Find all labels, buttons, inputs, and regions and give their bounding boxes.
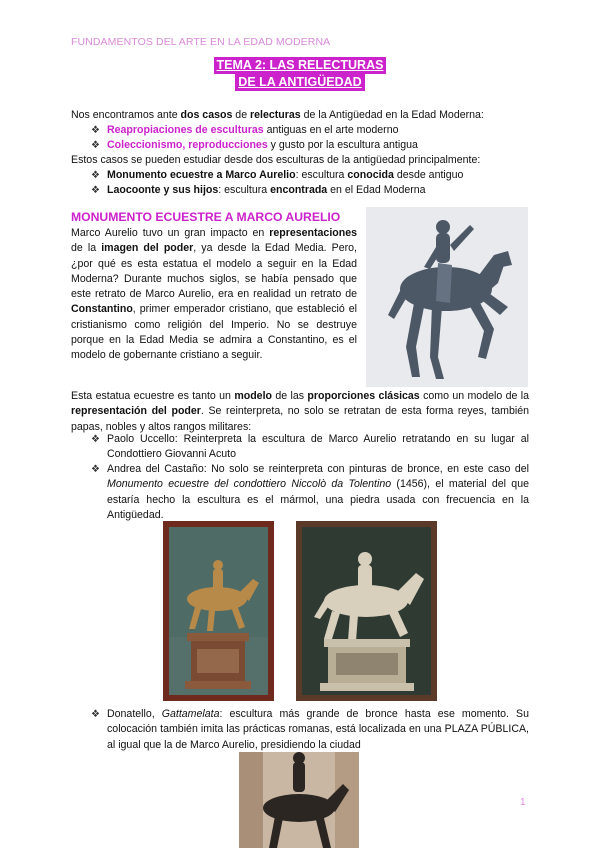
section-paragraph-1: Marco Aurelio tuvo un gran impacto en representaciones de la imagen del poder, ya desde la Edad Media. Pero, ¿por qué es esta estatua el modelo a seguir en la Edad Moderna? Durante muchos siglos, se había pensado que este retrato de Marco Aurelio, era en realidad un retrato de Constantino, primer emperador cristiano, que estableció el cristianismo como religión del Imperio. No se destruye porque en la Edad Media se admira a Constantino, es el modelo de gobernante cristiano a seguir.	[71, 227, 357, 362]
intro-bullet-3: ❖ Monumento ecuestre a Marco Aurelio: escultura conocida desde antiguo	[91, 169, 464, 181]
title-line-2: DE LA ANTIGÜEDAD	[235, 74, 364, 91]
section-paragraph-2: Esta estatua ecuestre es tanto un modelo de las proporciones clásicas como un modelo de la representación del poder. Se reinterpreta, no solo se retratan de esta forma reyes, también papas, nobles y altos rangos militares:	[71, 390, 530, 433]
intro-paragraph-2: Estos casos se pueden estudiar desde dos esculturas de la antigüedad principalmente:	[71, 154, 481, 166]
intro-bullet-2: ❖ Coleccionismo, reproducciones y gusto por la escultura antigua	[91, 139, 418, 151]
section-heading: MONUMENTO ECUESTRE A MARCO AURELIO	[71, 210, 341, 224]
title-line-1: TEMA 2: LAS RELECTURAS	[214, 57, 387, 74]
intro-bullet-4: ❖ Laocoonte y sus hijos: escultura encontrada en el Edad Moderna	[91, 184, 426, 196]
bullet-icon: ❖	[91, 185, 100, 196]
running-header: FUNDAMENTOS DEL ARTE EN LA EDAD MODERNA	[71, 36, 331, 48]
uccello-fresco-image	[163, 521, 274, 701]
document-title	[0, 57, 600, 91]
marco-aurelio-statue-image	[366, 207, 528, 387]
section-bullet-castano: ❖ Andrea del Castaño: No solo se reinterpreta con pinturas de bronce, en este caso del Monumento ecuestre del condottiero Niccolò da Tolentino (1456), el material del que estaría hecho la escultura es el mármol, una piedra usada con frecuencia en la Antigüedad.	[91, 463, 529, 521]
section-bullet-uccello: ❖ Paolo Uccello: Reinterpreta la escultura de Marco Aurelio retratando en su lugar al Condottiero Giovanni Acuto	[91, 433, 529, 461]
bullet-icon: ❖	[91, 434, 100, 445]
bullet-icon: ❖	[91, 464, 100, 475]
page-number: 1	[520, 797, 526, 808]
intro-paragraph-1: Nos encontramos ante dos casos de relecturas de la Antigüedad en la Edad Moderna:	[71, 109, 484, 121]
gattamelata-statue-image	[239, 752, 359, 848]
section-bullet-donatello: ❖ Donatello, Gattamelata: escultura más grande de bronce hasta ese momento. Su colocación también imita las prácticas romanas, está localizada en una PLAZA PÚBLICA, al igual que la de Marco Aurelio, presidiendo la ciudad	[91, 708, 529, 751]
intro-bullet-1: ❖ Reapropiaciones de esculturas antiguas en el arte moderno	[91, 124, 399, 136]
castagno-fresco-image	[296, 521, 437, 701]
bullet-icon: ❖	[91, 709, 100, 720]
bullet-icon: ❖	[91, 140, 100, 151]
bullet-icon: ❖	[91, 125, 100, 136]
bullet-icon: ❖	[91, 170, 100, 181]
